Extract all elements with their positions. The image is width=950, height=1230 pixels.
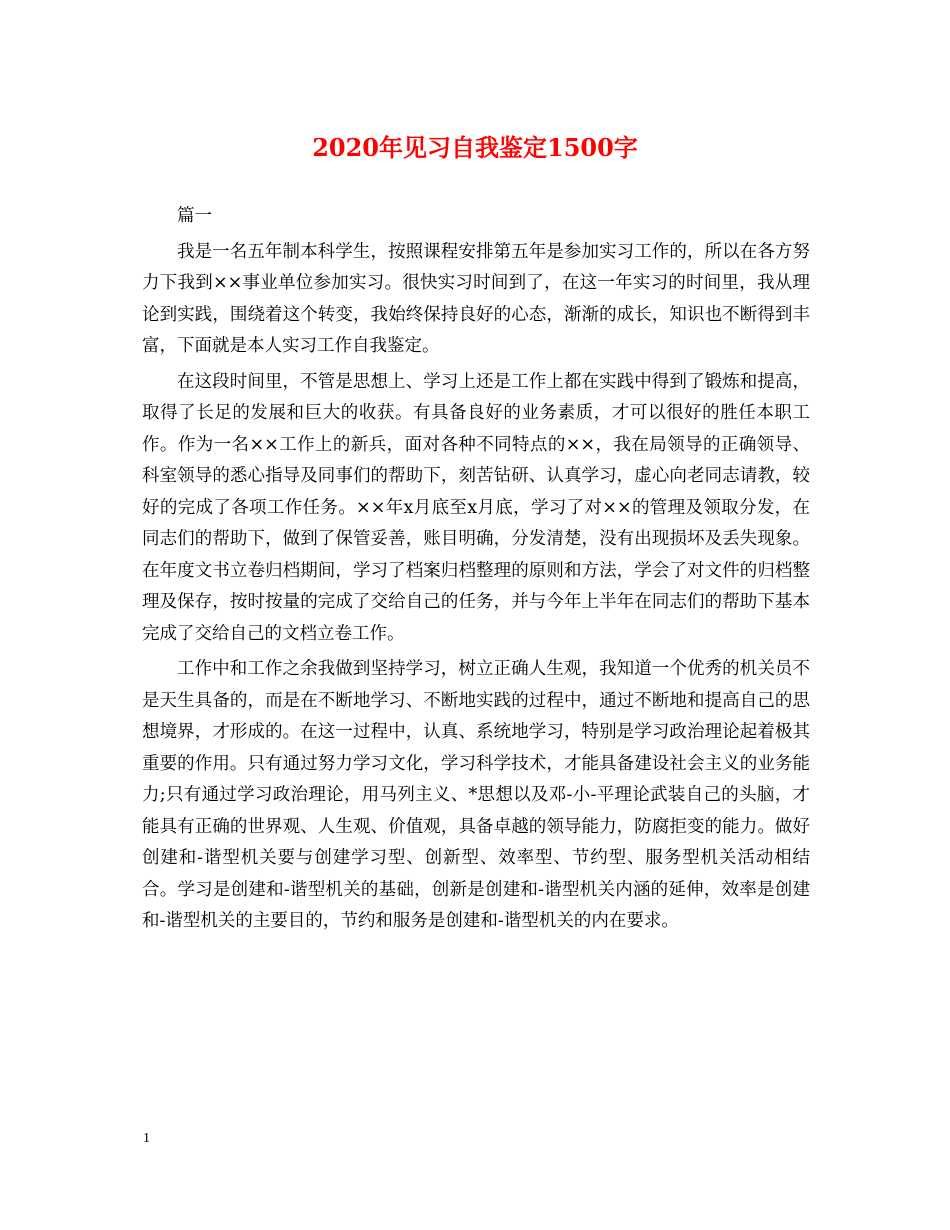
paragraph-3: 工作中和工作之余我做到坚持学习，树立正确人生观，我知道一个优秀的机关员不是天生具备的，而是在不断地学习、不断地实践的过程中，通过不断地和提高自己的思想境界，才形成的。在这一过程中，认真、系统地学习，特别是学习政治理论起着极其重要的作用。只有通过努力学习文化，学习科学技术，才能具备建设社会主义的业务能力;只有通过学习政治理论，用马列主义、*思想以及邓-小-平理论武装自己的头脑，才能具有正确的世界观、人生观、价值观，具备卓越的领导能力，防腐拒变的能力。做好创建和-谐型机关要与创建学习型、创新型、效率型、节约型、服务型机关活动相结合。学习是创建和-谐型机关的基础，创新是创建和-谐型机关内涵的延伸，效率是创建和-谐型机关的主要目的，节约和服务是创建和-谐型机关的内在要求。 [142,659,810,931]
document-body [142,201,810,938]
section-label: 篇一 [177,206,212,226]
paragraph-2: 在这段时间里，不管是思想上、学习上还是工作上都在实践中得到了锻炼和提高，取得了长足的发展和巨大的收获。有具备良好的业务素质，才可以很好的胜任本职工作。作为一名××工作上的新兵，面对各种不同特点的××，我在局领导的正确领导、科室领导的悉心指导及同事们的帮助下，刻苦钻研、认真学习，虚心向老同志请教，较好的完成了各项工作任务。××年x月底至x月底，学习了对××的管理及领取分发，在同志们的帮助下，做到了保管妥善，账目明确，分发清楚，没有出现损坏及丢失现象。在年度文书立卷归档期间，学习了档案归档整理的原则和方法，学会了对文件的归档整理及保存，按时按量的完成了交给自己的任务，并与今年上半年在同志们的帮助下基本完成了交给自己的文档立卷工作。 [142,371,810,644]
paragraph-1: 我是一名五年制本科学生，按照课程安排第五年是参加实习工作的，所以在各方努力下我到××事业单位参加实习。很快实习时间到了，在这一年实习的时间里，我从理论到实践，围绕着这个转变，我始终保持良好的心态，渐渐的成长，知识也不断得到丰富，下面就是本人实习工作自我鉴定。 [142,241,810,356]
page-number: 1 [143,1131,150,1146]
document-title: 2020年见习自我鉴定1500字 [312,133,638,162]
